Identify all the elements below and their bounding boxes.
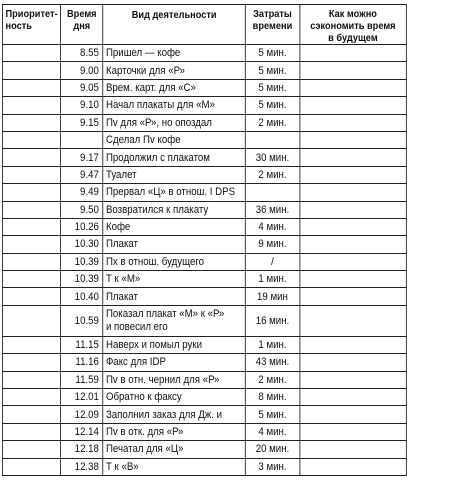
priority-cell: [2, 114, 60, 131]
activity-cell: Начал плакаты для «М»: [103, 97, 246, 114]
priority-cell: [2, 354, 60, 371]
time-spent-cell: 20 мин.: [245, 441, 299, 458]
table-row: [2, 406, 406, 423]
savings-cell: [299, 218, 406, 235]
priority-cell: [2, 79, 60, 96]
activity-cell: Карточки для «Р»: [103, 62, 246, 79]
time-spent-cell: [245, 184, 299, 201]
activity-cell: Пх в отнош. будущего: [103, 253, 246, 270]
time-cell: 10.26: [61, 218, 103, 235]
table-row: [2, 149, 406, 166]
table-row: [2, 79, 406, 96]
table-row: [2, 131, 406, 148]
savings-cell: [299, 354, 406, 371]
header-how-to-save-time: Как можно сэкономить время в будущем: [299, 5, 406, 45]
savings-cell: [299, 236, 406, 253]
activity-cell: Пришел — кофе: [103, 45, 246, 62]
activity-cell: Продолжил с плакатом: [103, 149, 246, 166]
time-cell: 12.14: [61, 423, 103, 440]
activity-cell: Возвратился к плакату: [103, 201, 246, 218]
priority-cell: [2, 406, 60, 423]
savings-cell: [299, 149, 406, 166]
time-spent-cell: 36 мин.: [245, 201, 299, 218]
priority-cell: [2, 236, 60, 253]
time-cell: 10.39: [61, 271, 103, 288]
savings-cell: [299, 406, 406, 423]
savings-cell: [299, 45, 406, 62]
time-spent-cell: 5 мин.: [245, 406, 299, 423]
priority-cell: [2, 62, 60, 79]
priority-cell: [2, 288, 60, 305]
table-row: [2, 458, 406, 475]
time-spent-cell: 5 мин.: [245, 97, 299, 114]
savings-cell: [299, 336, 406, 353]
activity-cell: Печатал для «Ц»: [103, 441, 246, 458]
time-cell: 9.47: [61, 166, 103, 183]
time-cell: [61, 131, 103, 148]
priority-cell: [2, 336, 60, 353]
activity-cell: Плакат: [103, 236, 246, 253]
table-row: [2, 288, 406, 305]
time-cell: 12.18: [61, 441, 103, 458]
activity-cell: Пv в отк. для «Р»: [103, 423, 246, 440]
time-cell: 10.39: [61, 253, 103, 270]
table-row: [2, 114, 406, 131]
savings-cell: [299, 288, 406, 305]
priority-cell: [2, 218, 60, 235]
time-cell: 9.15: [61, 114, 103, 131]
savings-cell: [299, 423, 406, 440]
time-spent-cell: 5 мин.: [245, 45, 299, 62]
table-row: [2, 423, 406, 440]
table-body: [2, 45, 406, 476]
time-spent-cell: 8 мин.: [245, 389, 299, 406]
activity-cell: Пv для «Р», но опоздал: [103, 114, 246, 131]
time-spent-cell: 9 мин.: [245, 236, 299, 253]
savings-cell: [299, 114, 406, 131]
savings-cell: [299, 79, 406, 96]
priority-cell: [2, 423, 60, 440]
header-priority: Приоритет- ность: [2, 5, 60, 45]
header-time-spent: Затраты времени: [245, 5, 299, 45]
table-row: [2, 253, 406, 270]
activity-cell: Факс для IDP: [103, 354, 246, 371]
savings-cell: [299, 305, 406, 336]
activity-cell: Пv в отн. чернил для «Р»: [103, 371, 246, 388]
time-spent-cell: 1 мин.: [245, 271, 299, 288]
savings-cell: [299, 371, 406, 388]
activity-cell: Кофе: [103, 218, 246, 235]
header-row: [2, 5, 406, 45]
time-cell: 9.50: [61, 201, 103, 218]
time-spent-cell: 2 мин.: [245, 114, 299, 131]
time-spent-cell: 30 мин.: [245, 149, 299, 166]
activity-cell: Заполнил заказ для Дж. и: [103, 406, 246, 423]
time-cell: 9.05: [61, 79, 103, 96]
time-spent-cell: 5 мин.: [245, 79, 299, 96]
time-cell: 9.49: [61, 184, 103, 201]
time-cell: 10.30: [61, 236, 103, 253]
table-row: [2, 166, 406, 183]
priority-cell: [2, 389, 60, 406]
time-cell: 10.59: [61, 305, 103, 336]
table-row: [2, 371, 406, 388]
priority-cell: [2, 271, 60, 288]
table-row: [2, 336, 406, 353]
time-spent-cell: /: [245, 253, 299, 270]
activity-cell: Обратно к факсу: [103, 389, 246, 406]
time-cell: 12.09: [61, 406, 103, 423]
savings-cell: [299, 201, 406, 218]
priority-cell: [2, 97, 60, 114]
time-spent-cell: 2 мин.: [245, 166, 299, 183]
activity-cell: Туалет: [103, 166, 246, 183]
time-cell: 12.38: [61, 458, 103, 475]
priority-cell: [2, 458, 60, 475]
table-row: [2, 184, 406, 201]
time-cell: 9.00: [61, 62, 103, 79]
priority-cell: [2, 201, 60, 218]
savings-cell: [299, 458, 406, 475]
activity-cell: Наверх и помыл руки: [103, 336, 246, 353]
time-cell: 11.59: [61, 371, 103, 388]
activity-cell: Сделал Пv кофе: [103, 131, 246, 148]
priority-cell: [2, 371, 60, 388]
priority-cell: [2, 253, 60, 270]
table-row: [2, 389, 406, 406]
time-cell: 11.15: [61, 336, 103, 353]
time-spent-cell: 4 мин.: [245, 218, 299, 235]
table-row: [2, 354, 406, 371]
priority-cell: [2, 441, 60, 458]
table-row: [2, 218, 406, 235]
priority-cell: [2, 184, 60, 201]
time-spent-cell: 2 мин.: [245, 371, 299, 388]
savings-cell: [299, 97, 406, 114]
header-activity: Вид деятельности: [103, 5, 246, 45]
table-row: [2, 236, 406, 253]
savings-cell: [299, 166, 406, 183]
savings-cell: [299, 253, 406, 270]
priority-cell: [2, 149, 60, 166]
time-cell: 11.16: [61, 354, 103, 371]
time-spent-cell: 3 мин.: [245, 458, 299, 475]
time-spent-cell: 1 мин.: [245, 336, 299, 353]
priority-cell: [2, 166, 60, 183]
activity-cell: Т к «В»: [103, 458, 246, 475]
header-time-of-day: Время дня: [61, 5, 103, 45]
time-log-table: [2, 4, 407, 476]
time-spent-cell: 43 мин.: [245, 354, 299, 371]
savings-cell: [299, 389, 406, 406]
activity-cell: Врем. карт. для «С»: [103, 79, 246, 96]
table-row: [2, 441, 406, 458]
savings-cell: [299, 441, 406, 458]
activity-cell: Показал плакат «М» к «Р» и повесил его: [103, 305, 246, 336]
time-cell: 12.01: [61, 389, 103, 406]
time-spent-cell: 19 мин: [245, 288, 299, 305]
activity-cell: Плакат: [103, 288, 246, 305]
time-cell: 8.55: [61, 45, 103, 62]
time-spent-cell: 4 мин.: [245, 423, 299, 440]
time-spent-cell: [245, 131, 299, 148]
time-log-sheet: [2, 4, 462, 476]
priority-cell: [2, 45, 60, 62]
time-cell: 10.40: [61, 288, 103, 305]
table-row: [2, 62, 406, 79]
table-row: [2, 271, 406, 288]
table-row: [2, 97, 406, 114]
savings-cell: [299, 62, 406, 79]
priority-cell: [2, 305, 60, 336]
table-row: [2, 305, 406, 336]
time-cell: 9.10: [61, 97, 103, 114]
table-row: [2, 201, 406, 218]
time-spent-cell: 16 мин.: [245, 305, 299, 336]
activity-cell: Прервал «Ц» в отнош. I DPS: [103, 184, 246, 201]
savings-cell: [299, 271, 406, 288]
savings-cell: [299, 131, 406, 148]
table-row: [2, 45, 406, 62]
priority-cell: [2, 131, 60, 148]
savings-cell: [299, 184, 406, 201]
time-spent-cell: 5 мин.: [245, 62, 299, 79]
time-cell: 9.17: [61, 149, 103, 166]
activity-cell: Т к «М»: [103, 271, 246, 288]
